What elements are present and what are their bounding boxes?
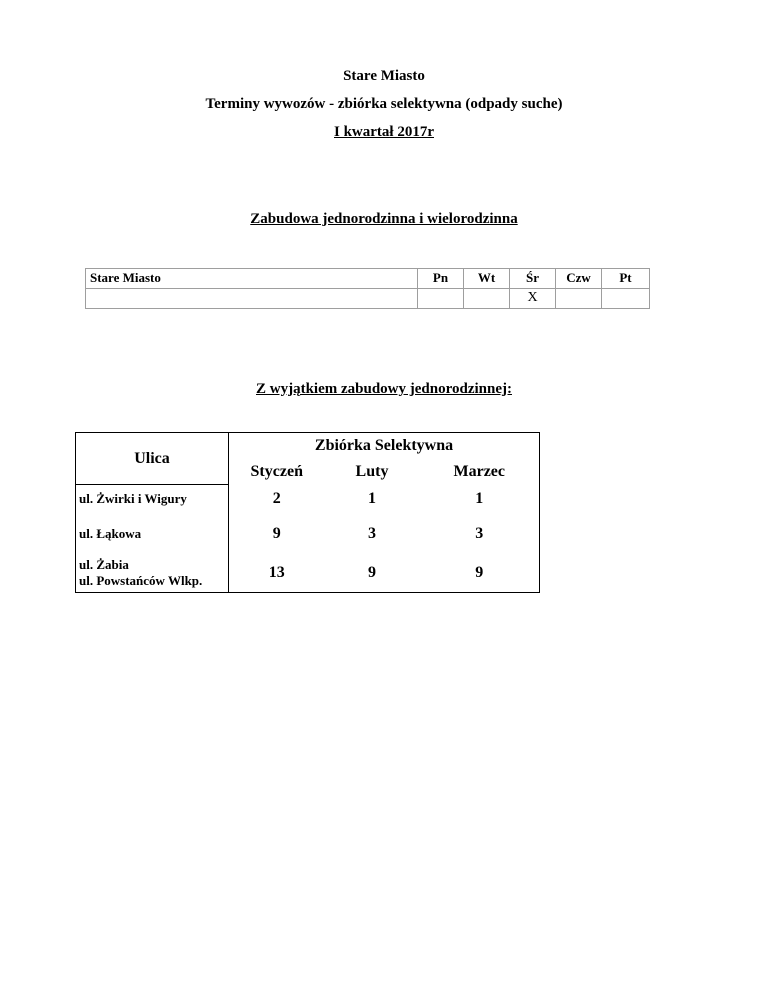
collection-day: 9 (325, 555, 420, 593)
collection-group-header: Zbiórka Selektywna (229, 433, 540, 460)
collection-day: 2 (272, 489, 281, 507)
day-header: Czw (556, 269, 602, 289)
street-name-line: ul. Powstańców Wlkp. (79, 573, 203, 589)
month-header: Styczeń (250, 463, 303, 480)
header-location: Stare Miasto (343, 68, 425, 84)
section2-title: Z wyjątkiem zabudowy jednorodzinnej: (256, 381, 512, 397)
day-mark (556, 289, 602, 309)
collection-day: 1 (368, 489, 376, 507)
collection-day: 9 (272, 524, 281, 542)
month-header: Luty (355, 463, 389, 480)
day-mark (418, 289, 464, 309)
day-mark: X (510, 289, 556, 309)
collection-day: 3 (368, 524, 376, 542)
street-name: ul. Żwirki i Wigury (76, 485, 229, 513)
collection-day: 3 (420, 513, 540, 555)
table-row (76, 513, 540, 555)
area-cell-empty (86, 289, 418, 309)
street-name (76, 555, 229, 593)
street-collection-table (75, 432, 540, 593)
day-header: Śr (510, 269, 556, 289)
street-name: ul. Łąkowa (76, 513, 229, 555)
street-name-line: ul. Żabia (79, 557, 129, 573)
street-column-header: Ulica (76, 433, 229, 485)
day-header: Pt (602, 269, 650, 289)
weekday-schedule-table (85, 268, 650, 309)
header-subtitle: Terminy wywozów - zbiórka selektywna (odpady suche) (205, 96, 563, 112)
weekday-mark-row (86, 289, 650, 309)
weekday-header-row (86, 269, 650, 289)
month-header: Marzec (420, 460, 540, 485)
day-mark (464, 289, 510, 309)
day-header: Pn (418, 269, 464, 289)
table-row (76, 555, 540, 593)
collection-day: 13 (229, 555, 325, 593)
collection-day: 1 (420, 485, 540, 513)
area-label: Stare Miasto (86, 269, 418, 289)
day-mark (602, 289, 650, 309)
collection-day: 9 (420, 555, 540, 593)
day-header: Wt (464, 269, 510, 289)
table-row (76, 485, 540, 513)
header-quarter: I kwartał 2017r (334, 124, 434, 140)
section1-title: Zabudowa jednorodzinna i wielorodzinna (250, 211, 518, 227)
